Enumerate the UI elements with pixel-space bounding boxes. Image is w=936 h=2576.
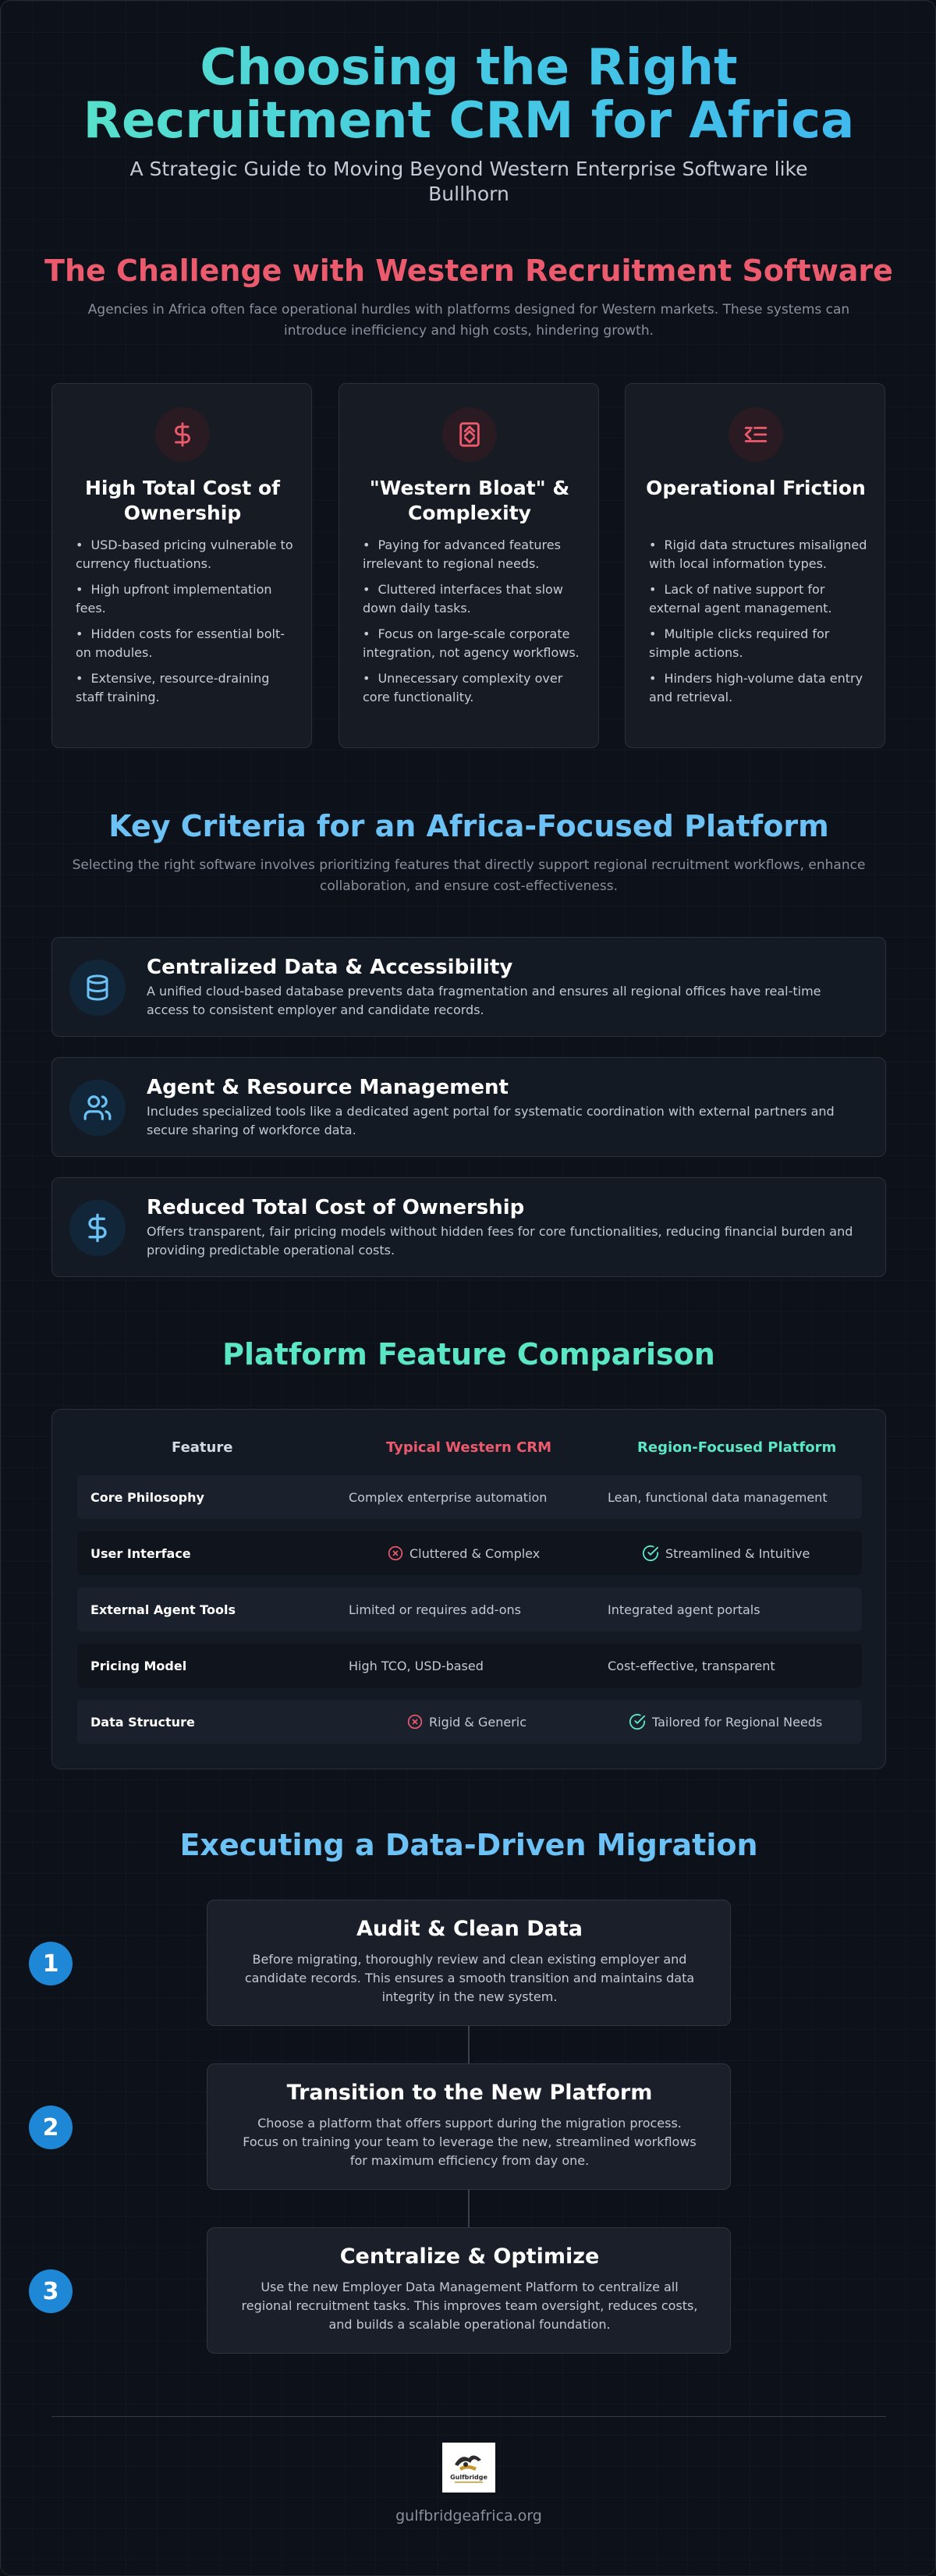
migration-step-centralize [207, 2227, 731, 2354]
column-header-western: Typical Western CRM [386, 1439, 552, 1456]
step-connector [468, 2026, 470, 2063]
cell-western [407, 1700, 526, 1744]
list-item: • Lack of native support for external agent management. [649, 582, 832, 616]
page-subtitle: A Strategic Guide to Moving Beyond Western Enterprise Software like Bullhorn [129, 158, 808, 205]
list-item: • Hidden costs for essential bolt-on modules. [76, 626, 285, 660]
criteria-title: Reduced Total Cost of Ownership [147, 1196, 525, 1219]
step-text: Before migrating, thoroughly review and clean existing employer and candidate records. This ensures a smooth transition and maintains data integrity in the new system. [244, 1952, 695, 2004]
footer-divider [51, 2416, 886, 2417]
table-row [77, 1475, 862, 1519]
cell-western: Limited or requires add-ons [349, 1602, 521, 1617]
criteria-title: Agent & Resource Management [147, 1076, 509, 1099]
card-title: Operational Friction [646, 477, 866, 499]
comparison-title: Platform Feature Comparison [222, 1337, 715, 1371]
company-logo[interactable] [442, 2443, 495, 2493]
challenge-description: Agencies in Africa often face operational hurdles with platforms designed for Western markets. These systems can introduce inefficiency and high costs, hindering growth. [87, 302, 850, 339]
cell-feature: Data Structure [90, 1714, 195, 1730]
logo-text: Gulfbridge [450, 2474, 488, 2481]
challenge-card-bloat [339, 383, 599, 748]
cell-regional: Integrated agent portals [608, 1602, 760, 1617]
card-title: "Western Bloat" & Complexity [369, 477, 570, 524]
indent-decrease-icon [729, 407, 783, 462]
dollar-icon [155, 407, 210, 462]
cell-regional [642, 1531, 810, 1575]
list-item: • USD-based pricing vulnerable to currency fluctuations. [76, 538, 293, 571]
step-text: Choose a platform that offers support during the migration process. Focus on training your team to leverage the new, streamlined workflows for maximum efficiency from day one. [243, 2116, 697, 2168]
list-item: • Paying for advanced features irrelevant to regional needs. [363, 538, 561, 571]
migration-title: Executing a Data-Driven Migration [179, 1828, 758, 1862]
criteria-item-centralized-data [51, 937, 886, 1037]
criteria-text: A unified cloud-based database prevents data fragmentation and ensures all regional offices have real-time access to consistent employer and candidate records. [147, 984, 821, 1017]
cell-regional-text: Tailored for Regional Needs [652, 1714, 823, 1730]
cell-regional: Cost-effective, transparent [608, 1658, 775, 1673]
list-item: • Hinders high-volume data entry and retrieval. [649, 671, 863, 704]
cell-regional: Lean, functional data management [608, 1489, 828, 1505]
check-circle-icon [642, 1545, 659, 1562]
migration-step-transition [207, 2063, 731, 2190]
table-row [77, 1531, 862, 1575]
challenge-card-friction [625, 383, 885, 748]
step-title: Centralize & Optimize [339, 2244, 600, 2269]
cell-western [388, 1531, 540, 1575]
card-bullet-list [649, 536, 867, 714]
criteria-item-reduced-cost [51, 1177, 886, 1277]
list-item: • Focus on large-scale corporate integration, not agency workflows. [363, 626, 580, 660]
comparison-table [51, 1409, 886, 1769]
step-connector [468, 2190, 470, 2227]
table-row [77, 1588, 862, 1631]
cell-feature: External Agent Tools [90, 1602, 236, 1617]
cell-western-text: Cluttered & Complex [410, 1545, 541, 1561]
cell-regional-text: Streamlined & Intuitive [665, 1545, 810, 1561]
step-number-3: 3 [29, 2269, 73, 2313]
table-row [77, 1700, 862, 1744]
criteria-text: Includes specialized tools like a dedicated agent portal for systematic coordination with external partners and secure sharing of workforce data. [147, 1104, 835, 1137]
footer-url-link[interactable]: gulfbridgeafrica.org [395, 2507, 542, 2525]
criteria-title: Key Criteria for an Africa-Focused Platform [108, 809, 829, 843]
migration-step-audit [207, 1900, 731, 2026]
list-item: • Rigid data structures misaligned with local information types. [649, 538, 867, 571]
table-row [77, 1644, 862, 1687]
title-line-1: Choosing the Right [200, 39, 738, 97]
x-circle-icon [388, 1545, 403, 1561]
expand-icon [442, 407, 497, 462]
list-item: • Unnecessary complexity over core functionality. [363, 671, 563, 704]
challenge-title: The Challenge with Western Recruitment Software [44, 254, 893, 288]
criteria-text: Offers transparent, fair pricing models without hidden fees for core functionalities, reducing financial burden and providing predictable operational costs. [147, 1224, 853, 1258]
card-title: High Total Cost of Ownership [85, 477, 280, 524]
column-header-feature: Feature [172, 1439, 233, 1456]
card-bullet-list [76, 536, 294, 714]
list-item: • Extensive, resource-draining staff training. [76, 671, 270, 704]
title-line-2: Recruitment CRM for Africa [83, 92, 855, 150]
cell-western: Complex enterprise automation [349, 1489, 548, 1505]
step-number-1: 1 [29, 1942, 73, 1985]
criteria-title: Centralized Data & Accessibility [147, 956, 513, 979]
cell-feature: Pricing Model [90, 1658, 187, 1673]
cell-western-text: Rigid & Generic [429, 1714, 527, 1730]
x-circle-icon [407, 1714, 423, 1730]
cell-feature: Core Philosophy [90, 1489, 204, 1505]
list-item: • Multiple clicks required for simple actions. [649, 626, 830, 660]
step-title: Transition to the New Platform [286, 2081, 653, 2105]
check-circle-icon [629, 1713, 646, 1730]
step-number-2: 2 [29, 2106, 73, 2149]
cell-western: High TCO, USD-based [349, 1658, 484, 1673]
step-title: Audit & Clean Data [356, 1917, 583, 1941]
list-item: • High upfront implementation fees. [76, 582, 272, 616]
database-icon [69, 960, 126, 1016]
list-item: • Cluttered interfaces that slow down daily tasks. [363, 582, 563, 616]
criteria-item-agent-management [51, 1057, 886, 1157]
step-text: Use the new Employer Data Management Platform to centralize all regional recruitment tasks. This improves team oversight, reduces costs, and builds a scalable operational foundation. [241, 2280, 698, 2332]
column-header-regional: Region-Focused Platform [637, 1439, 837, 1456]
page-title [1, 39, 936, 150]
dollar-icon [69, 1200, 126, 1256]
cell-feature: User Interface [90, 1545, 191, 1561]
cell-regional [629, 1700, 822, 1744]
card-bullet-list [363, 536, 581, 714]
challenge-card-cost [51, 383, 312, 748]
criteria-description: Selecting the right software involves prioritizing features that directly support regional recruitment workflows, enhance collaboration, and ensure cost-effectiveness. [72, 857, 866, 894]
users-icon [69, 1080, 126, 1136]
